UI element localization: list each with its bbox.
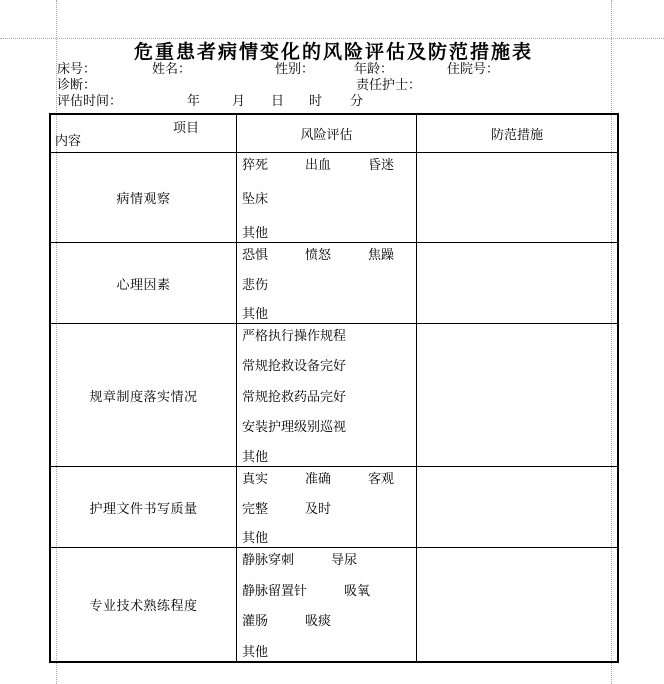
risk-item: 常规抢救药品完好 (242, 388, 347, 404)
risk-item: 恐惧 (242, 247, 269, 262)
risk-line (242, 552, 414, 567)
risk-item: 其他 (242, 225, 269, 240)
risk-item: 其他 (242, 449, 269, 464)
risk-item: 悲伤 (242, 276, 269, 292)
month-unit-label: 月 (232, 93, 246, 108)
prevention-measures-cell (417, 153, 617, 243)
risk-item: 及时 (305, 500, 332, 516)
risk-assessment-cell (237, 548, 417, 661)
risk-line (242, 277, 414, 292)
risk-item: 静脉留置针 (242, 582, 308, 598)
page-title: 危重患者病情变化的风险评估及防范措施表 (133, 42, 533, 63)
assessment-time-label: 评估时间： (57, 93, 123, 108)
risk-assessment-cell (237, 243, 417, 324)
risk-line (242, 583, 414, 598)
risk-item: 灌肠 (242, 613, 269, 629)
header-risk-cell (237, 115, 417, 153)
risk-line (242, 501, 414, 516)
risk-line (242, 306, 414, 321)
category-label: 心理因素 (116, 276, 171, 292)
assessment-table (49, 113, 619, 663)
category-cell (51, 467, 237, 548)
prevention-measures-cell (417, 548, 617, 661)
risk-item: 其他 (242, 530, 269, 545)
risk-line (242, 247, 414, 262)
gender-label: 性别： (275, 61, 315, 76)
risk-item: 吸氧 (344, 582, 371, 598)
header-item-label: 项目 (173, 120, 200, 135)
category-label: 护理文件书写质量 (89, 500, 198, 516)
risk-item: 愤怒 (305, 247, 332, 262)
risk-line (242, 157, 414, 172)
risk-assessment-cell (237, 467, 417, 548)
risk-line (242, 471, 414, 486)
risk-item: 常规抢救设备完好 (242, 358, 347, 374)
admission-number-label: 住院号： (447, 61, 500, 76)
risk-assessment-cell (237, 324, 417, 467)
category-label: 病情观察 (116, 191, 171, 206)
risk-item: 真实 (242, 471, 269, 486)
risk-item: 完整 (242, 500, 269, 516)
risk-line (242, 389, 414, 404)
risk-line (242, 328, 414, 343)
risk-line (242, 644, 414, 659)
prevention-measures-cell (417, 467, 617, 548)
risk-item: 导尿 (331, 552, 358, 567)
hour-unit-label: 时 (309, 93, 323, 108)
risk-item: 其他 (242, 306, 269, 321)
category-label: 规章制度落实情况 (89, 388, 198, 404)
risk-item: 焦躁 (368, 247, 395, 262)
risk-line (242, 530, 414, 545)
diagnosis-label: 诊断： (57, 77, 97, 92)
prevention-measures-cell (417, 324, 617, 467)
risk-line (242, 191, 414, 206)
header-content-label: 内容 (55, 133, 82, 148)
risk-item: 坠床 (242, 191, 269, 206)
category-cell (51, 548, 237, 661)
prevention-measures-cell (417, 243, 617, 324)
risk-item: 准确 (305, 471, 332, 486)
patient-name-label: 姓名： (152, 61, 192, 76)
category-cell (51, 243, 237, 324)
risk-item: 猝死 (242, 157, 269, 172)
risk-item: 出血 (305, 157, 332, 172)
minute-unit-label: 分 (350, 93, 364, 108)
risk-assessment-cell (237, 153, 417, 243)
risk-item: 安装护理级别巡视 (242, 418, 347, 434)
category-cell (51, 324, 237, 467)
risk-item: 其他 (242, 643, 269, 659)
header-prevention-label: 防范措施 (490, 127, 543, 142)
risk-item: 吸痰 (305, 613, 332, 629)
risk-line (242, 225, 414, 240)
header-risk-label: 风险评估 (300, 127, 353, 142)
category-label: 专业技术熟练程度 (89, 598, 198, 613)
risk-line (242, 419, 414, 434)
risk-item: 严格执行操作规程 (242, 328, 347, 343)
risk-item: 客观 (368, 471, 395, 486)
bed-number-label: 床号： (57, 61, 97, 76)
year-unit-label: 年 (187, 93, 201, 108)
category-cell (51, 153, 237, 243)
header-prevention-cell (417, 115, 617, 153)
responsible-nurse-label: 责任护士： (356, 77, 422, 92)
risk-line (242, 358, 414, 373)
day-unit-label: 日 (271, 93, 285, 108)
risk-item: 静脉穿刺 (242, 552, 295, 567)
age-label: 年龄： (354, 61, 394, 76)
risk-item: 昏迷 (368, 157, 395, 172)
risk-line (242, 613, 414, 628)
header-corner-cell (51, 115, 237, 153)
risk-line (242, 449, 414, 464)
